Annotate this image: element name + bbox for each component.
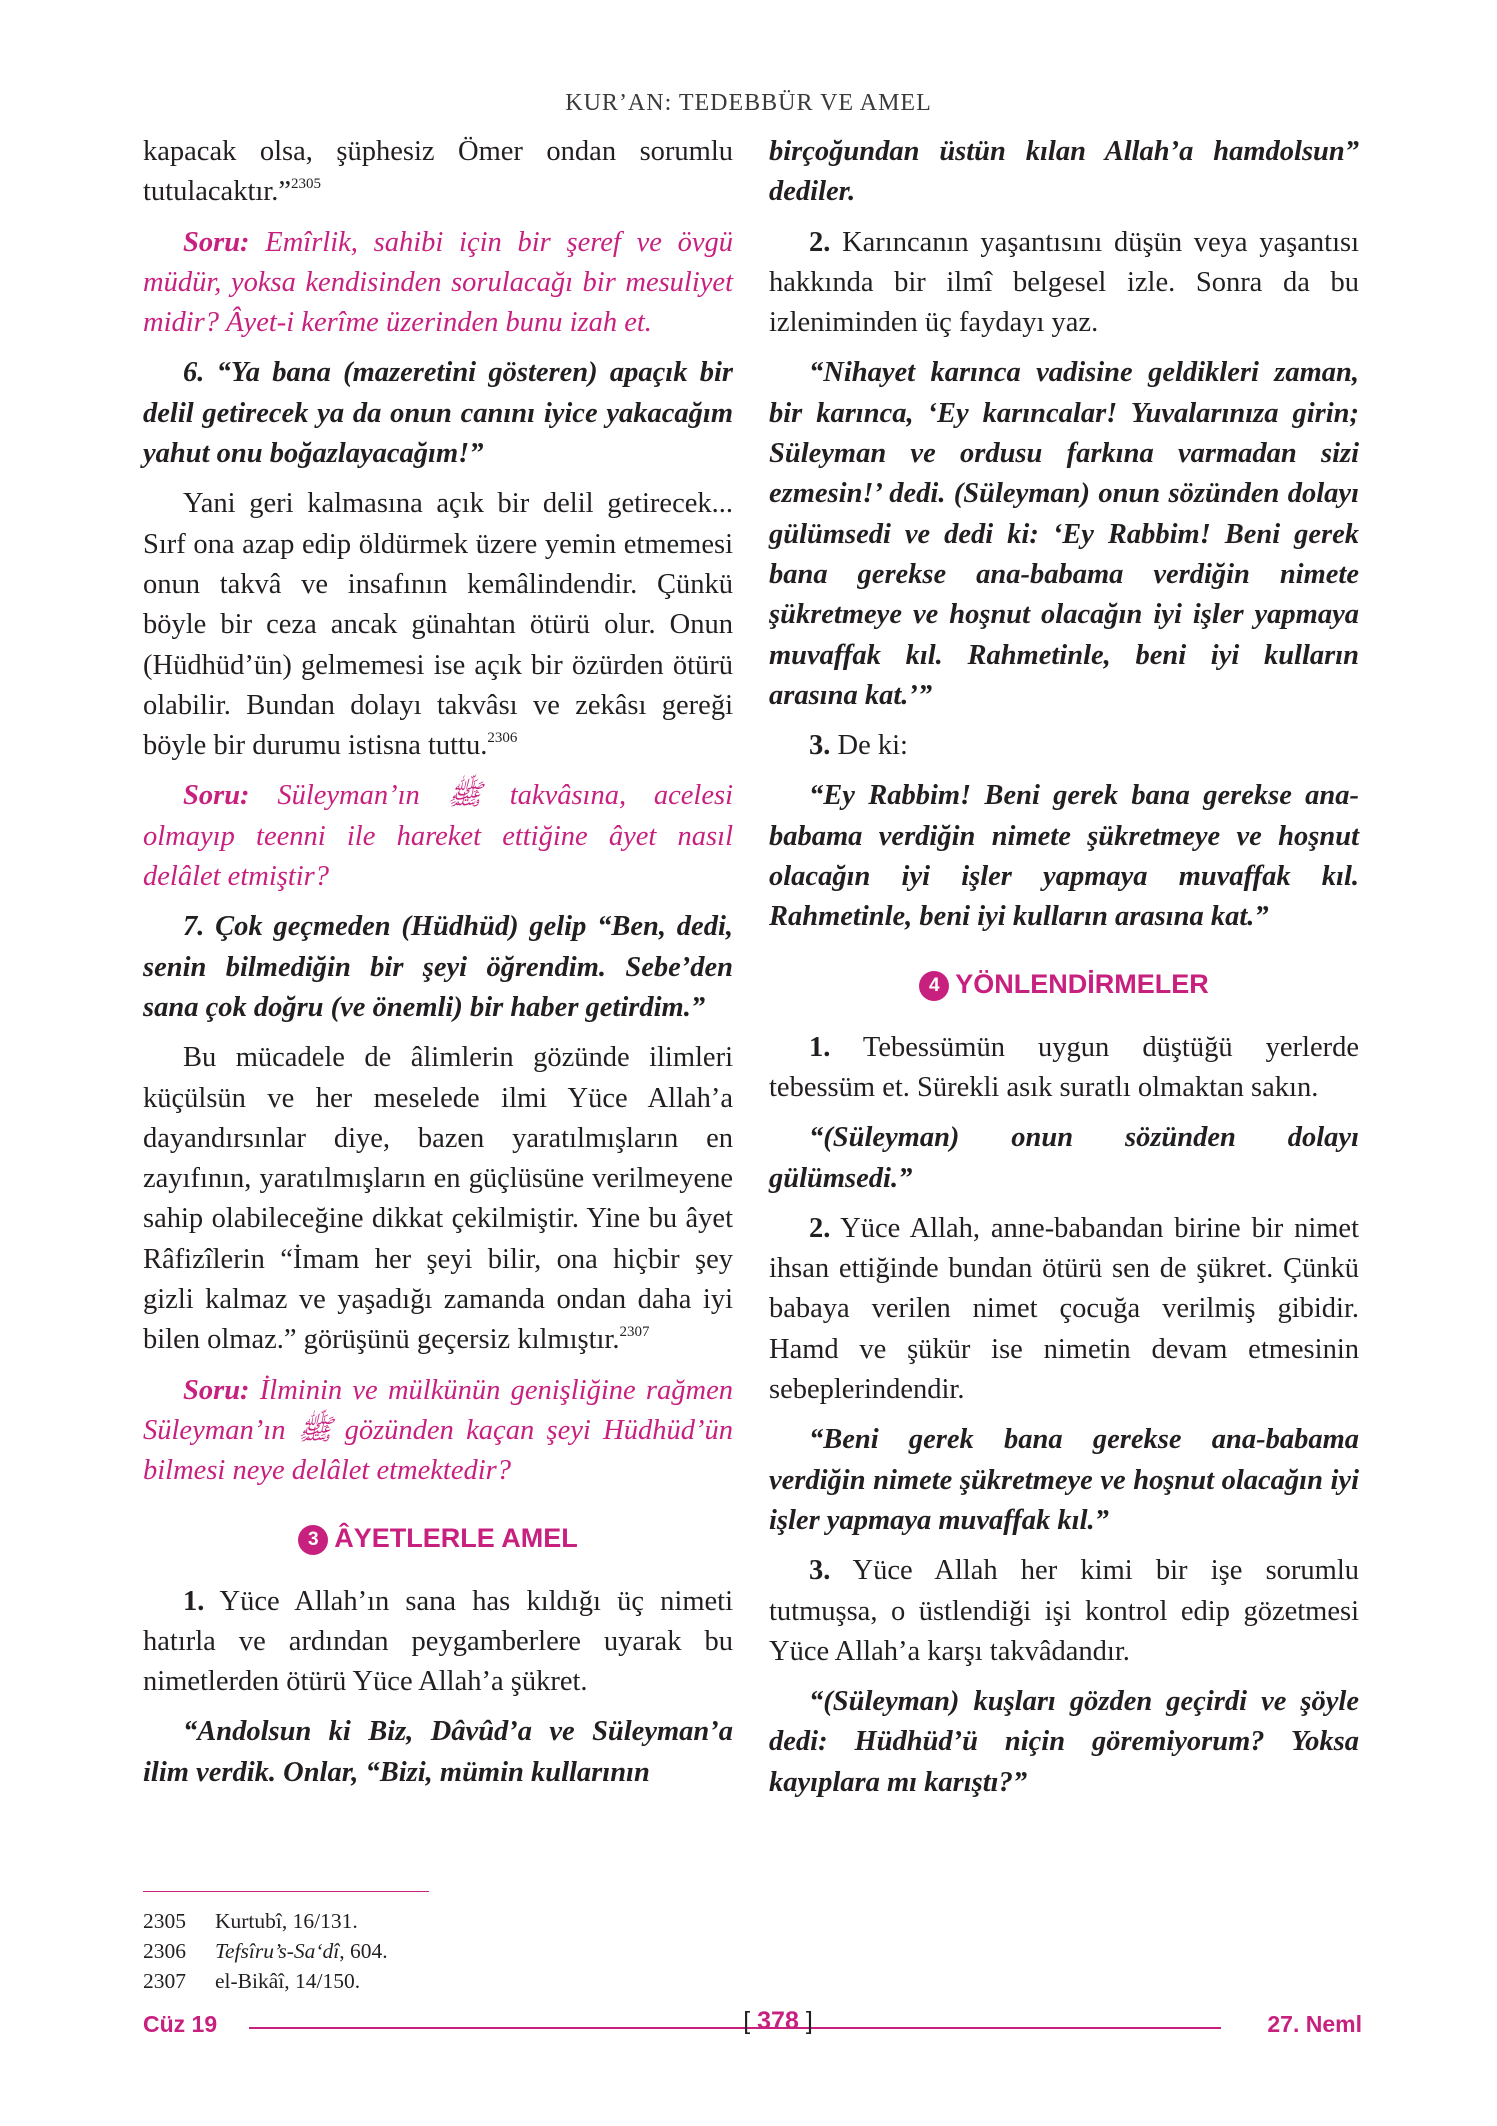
footnote: 2306 Tefsîru’s-Sa‘dî, 604. (143, 1939, 388, 1963)
right-column (769, 132, 1359, 1813)
section-number-badge: 4 (919, 971, 949, 1001)
question-label: Soru: (183, 780, 250, 812)
running-header: KUR’AN: TEDEBBÜR VE AMEL (565, 90, 932, 116)
verse-quote: birçoğundan üstün kılan Allah’a hamdolsun” dediler. (769, 136, 1359, 208)
footnotes (143, 1906, 388, 1996)
paragraph: 2. Karıncanın yaşantısını düşün veya yaşantısı hakkında bir ilmî belgesel izle. Sonra da bu izleniminden üç faydayı yaz. (769, 226, 1359, 339)
paragraph: Bu mücadele de âlimlerin gözünde ilimleri küçülsün ve her meselede ilmi Yüce Allah’a dayandırsınlar diye, bazen yaratılmışların en zayıfının, yaratılmışların en güçlüsüne verilmeyene sahip olabileceğine dikkat çekilmiştir. Yine bu âyet Râfizîlerin “İmam her şeyi bilir, ona hiçbir şey gizli kalmaz ve yaşadığı zamanda ondan daha iyi bilen olmaz.” görüşünü geçersiz kılmıştır.$^{2307}$ (143, 1042, 733, 1356)
question-block: Soru: Emîrlik, sahibi için bir şeref ve övgü müdür, yoksa kendisinden sorulacağı bir mesuliyet midir? Âyet-i kerîme üzerinden bunu izah et. (143, 226, 733, 339)
question-label: Soru: (183, 1374, 250, 1406)
verse-quote: “Ey Rabbim! Beni gerek bana gerekse ana-babama verdiğin nimete şükretmeye ve hoşnut olacağın iyi işler yapmaya muvaffak kıl. Rahmetinle, beni iyi kulların arasına kat.” (769, 780, 1359, 933)
footnote-ref: 2306 (487, 730, 518, 747)
question-label: Soru: (183, 226, 250, 258)
footnote-divider (143, 1891, 429, 1892)
paragraph: 3. Yüce Allah her kimi bir işe sorumlu tutmuşsa, o üstlendiği işi kontrol edip gözetmesi Yüce Allah’a karşı takvâdandır. (769, 1555, 1359, 1667)
page-footer (143, 2005, 1362, 2045)
verse-quote: “(Süleyman) onun sözünden dolayı gülümsedi.” (769, 1122, 1359, 1194)
paragraph: 1. Yüce Allah’ın sana has kıldığı üç nimeti hatırla ve ardından peygamberlere uyarak bu nimetlerden ötürü Yüce Allah’a şükret. (143, 1585, 733, 1698)
footer-rule (795, 2027, 1221, 2029)
page-number: [ 378 ] (743, 2007, 813, 2035)
verse-quote: “Nihayet karınca vadisine geldikleri zaman, bir karınca, ‘Ey karıncalar! Yuvalarınıza girin; Süleyman ve ordusu farkına varmadan sizi ezmesin!’ dedi. (Süleyman) onun sözünden dolayı gülümsedi ve dedi ki: ‘Ey Rabbim! Beni gerek bana gerekse ana-babama verdiğin nimete şükretmeye ve hoşnut olacağın iyi işler yapmaya muvaffak kıl. Rahmetinle, beni iyi kulların arasına kat.’” (769, 357, 1359, 711)
footnote: 2307 el-Bikâî, 14/150. (143, 1969, 361, 1993)
verse-quote: “(Süleyman) kuşları gözden geçirdi ve şöyle dedi: Hüdhüd’ü niçin göremiyorum? Yoksa kayıplara mı karıştı?” (769, 1686, 1359, 1798)
paragraph: kapacak olsa, şüphesiz Ömer ondan sorumlu tutulacaktır.”$^{2305}$ (143, 136, 733, 208)
section-number-badge: 3 (298, 1525, 328, 1555)
paragraph: Yani geri kalmasına açık bir delil getirecek... Sırf ona azap edip öldürmek üzere yemin etmemesi onun takvâ ve insafının kemâlindendir. Çünkü böyle bir ceza ancak günahtan ötürü olur. Onun (Hüdhüd’ün) gelmemesi ise açık bir özürden ötürü olabilir. Bundan dolayı takvâsı ve zekâsı gereği böyle bir durumu istisna tuttu.$^{2306}$ (143, 488, 733, 762)
question-block: Soru: Süleyman’ın ﷺ takvâsına, acelesi olmayıp teenni ile hareket ettiğine âyet nasıl delâlet etmiştir? (143, 780, 733, 893)
verse-quote: “Beni gerek bana gerekse ana-babama verdiğin nimete şükretmeye ve hoşnut olacağın iyi işler yapmaya muvaffak kıl.” (769, 1424, 1359, 1536)
paragraph: 2. Yüce Allah, anne-babandan birine bir nimet ihsan ettiğinde bundan ötürü sen de şükret. Çünkü babaya verilen nimet çocuğa verilmiş gibidir. Hamd ve şükür ise nimetin devam etmesinin sebeplerindendir. (769, 1212, 1359, 1406)
sura-label: 27. Neml (1267, 2011, 1362, 2037)
footnote-ref: 2307 (619, 1324, 650, 1341)
verse-quote: 7. Çok geçmeden (Hüdhüd) gelip “Ben, dedi, senin bilmediğin bir şeyi öğrendim. Sebe’den sana çok doğru (ve önemli) bir haber getirdim.” (143, 911, 733, 1023)
paragraph: 1. Tebessümün uygun düştüğü yerlerde tebessüm et. Sürekli asık suratlı olmaktan sakın. (769, 1031, 1359, 1103)
section-heading: 4 YÖNLENDİRMELER (769, 964, 1359, 1004)
section-heading: 3 ÂYETLERLE AMEL (143, 1518, 733, 1558)
verse-quote: “Andolsun ki Biz, Dâvûd’a ve Süleyman’a ilim verdik. Onlar, “Bizi, mümin kullarının (143, 1716, 733, 1788)
verse-quote: 6. “Ya bana (mazeretini gösteren) apaçık bir delil getirecek ya da onun canını iyice yakacağım yahut onu boğazlayacağım!” (143, 357, 733, 470)
footnote-ref: 2305 (290, 176, 321, 193)
left-column (143, 132, 733, 1803)
paragraph: 3. De ki: (809, 730, 908, 762)
juz-label: Cüz 19 (143, 2011, 218, 2037)
question-block: Soru: İlminin ve mülkünün genişliğine rağmen Süleyman’ın ﷺ gözünden kaçan şeyi Hüdhüd’ün bilmesi neye delâlet etmektedir? (143, 1374, 733, 1487)
footnote: 2305 Kurtubî, 16/131. (143, 1909, 358, 1933)
